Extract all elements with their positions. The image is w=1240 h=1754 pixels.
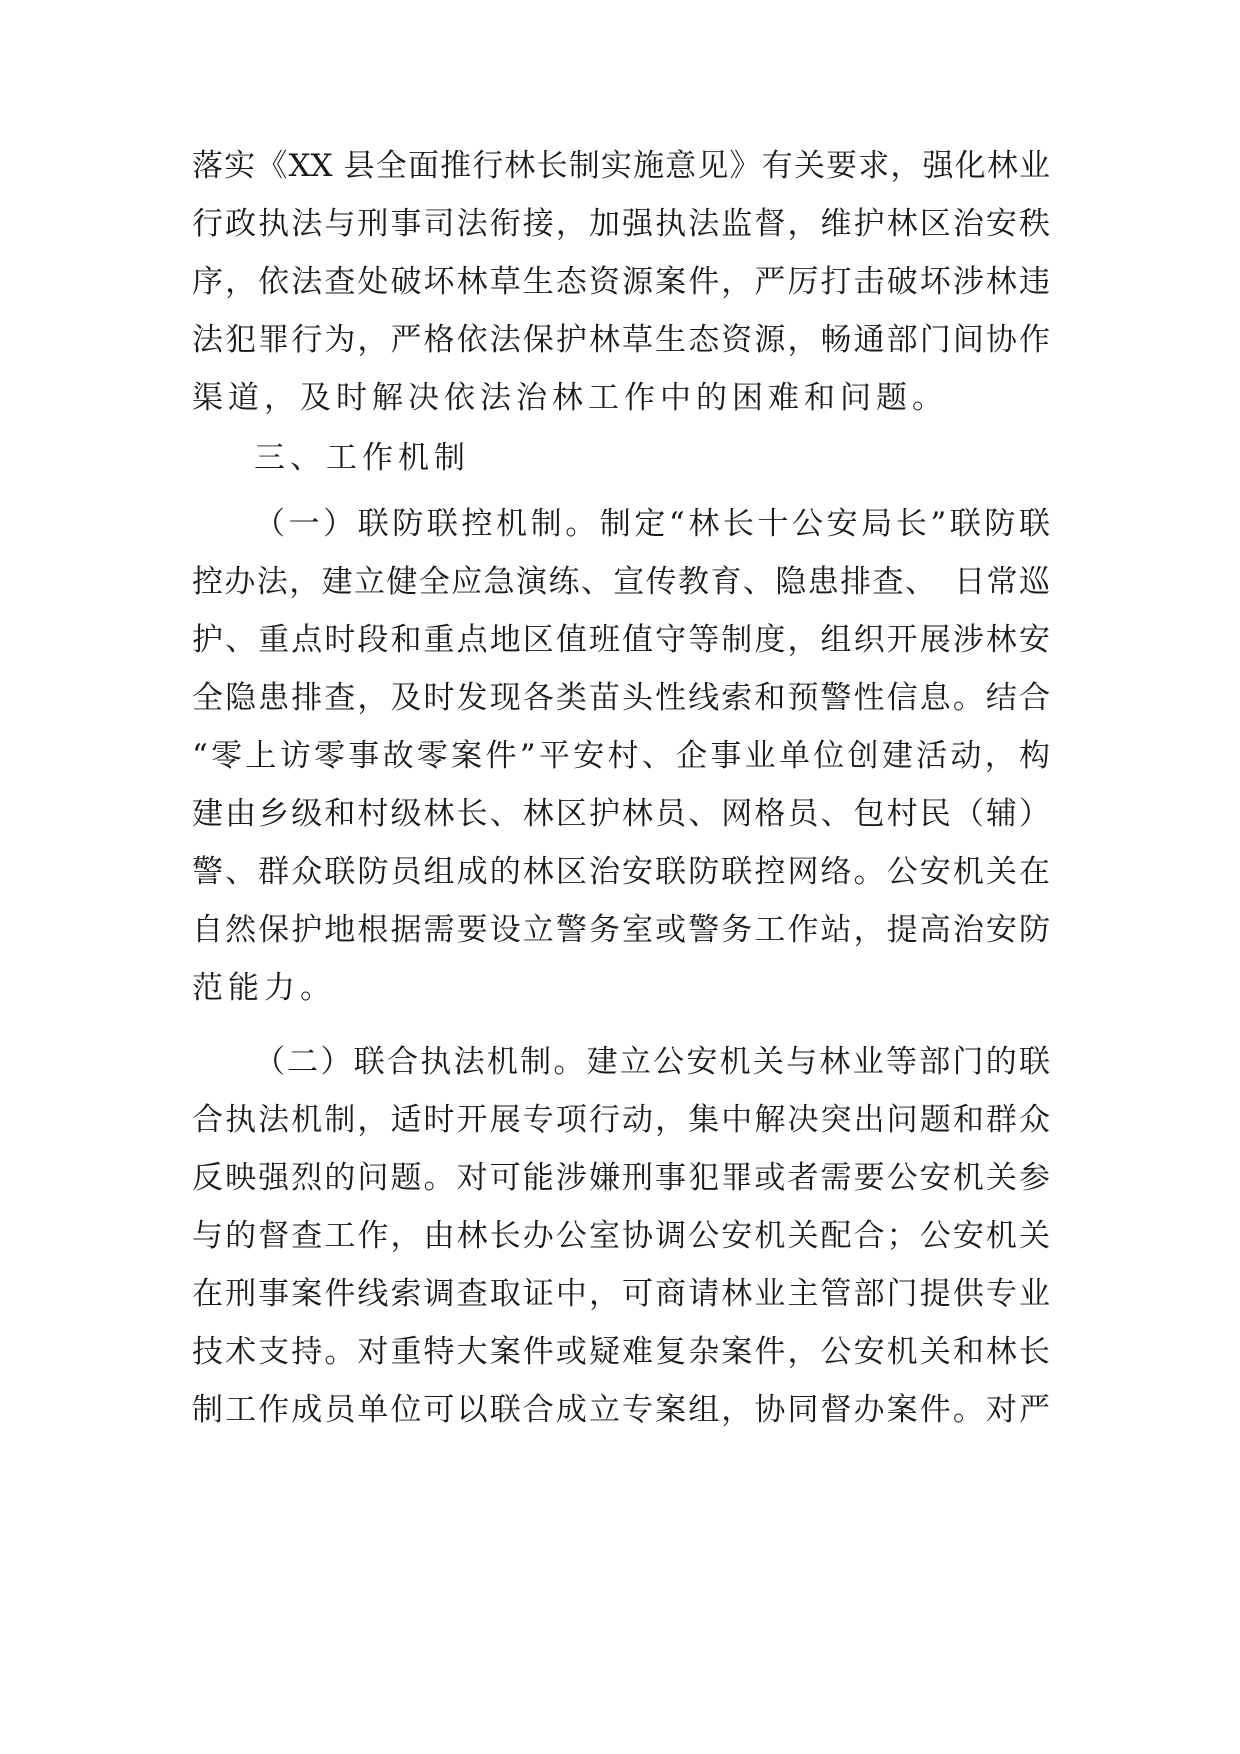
paragraph-line: （二）联合执法机制。建立公安机关与林业等部门的联 [254,1044,1050,1080]
section-heading: 三、工作机制 [254,440,470,476]
paragraph-line: 行政执法与刑事司法衔接，加强执法监督，维护林区治安秩 [192,206,1050,242]
paragraph-line: 与的督查工作，由林长办公室协调公安机关配合；公安机关 [192,1218,1050,1254]
paragraph-line: “零上访零事故零案件”平安村、企事业单位创建活动，构 [192,738,1050,774]
paragraph-line: 序，依法查处破坏林草生态资源案件，严厉打击破坏涉林违 [192,264,1050,300]
paragraph-line: 范能力。 [192,970,336,1006]
paragraph-line: （一）联防联控机制。制定“林长十公安局长”联防联 [254,506,1050,542]
paragraph-line: 控办法，建立健全应急演练、宣传教育、隐患排查、 日常巡 [192,564,1050,600]
paragraph-line: 建由乡级和村级林长、林区护林员、网格员、包村民（辅） [192,796,1050,832]
paragraph-line: 警、群众联防员组成的林区治安联防联控网络。公安机关在 [192,854,1050,890]
paragraph-line: 自然保护地根据需要设立警务室或警务工作站，提高治安防 [192,912,1050,948]
paragraph-line: 反映强烈的问题。对可能涉嫌刑事犯罪或者需要公安机关参 [192,1160,1050,1196]
paragraph-line: 技术支持。对重特大案件或疑难复杂案件，公安机关和林长 [192,1334,1050,1370]
paragraph-line: 全隐患排查，及时发现各类苗头性线索和预警性信息。结合 [192,680,1050,716]
paragraph-line: 渠道，及时解决依法治林工作中的困难和问题。 [192,380,948,416]
paragraph-line: 合执法机制，适时开展专项行动，集中解决突出问题和群众 [192,1102,1050,1138]
paragraph-line: 制工作成员单位可以联合成立专案组，协同督办案件。对严 [192,1392,1050,1428]
paragraph-line: 在刑事案件线索调查取证中，可商请林业主管部门提供专业 [192,1276,1050,1312]
paragraph-line: 护、重点时段和重点地区值班值守等制度，组织开展涉林安 [192,622,1050,658]
paragraph-line: 落实《XX 县全面推行林长制实施意见》有关要求，强化林业 [192,148,1050,184]
paragraph-line: 法犯罪行为，严格依法保护林草生态资源，畅通部门间协作 [192,322,1050,358]
